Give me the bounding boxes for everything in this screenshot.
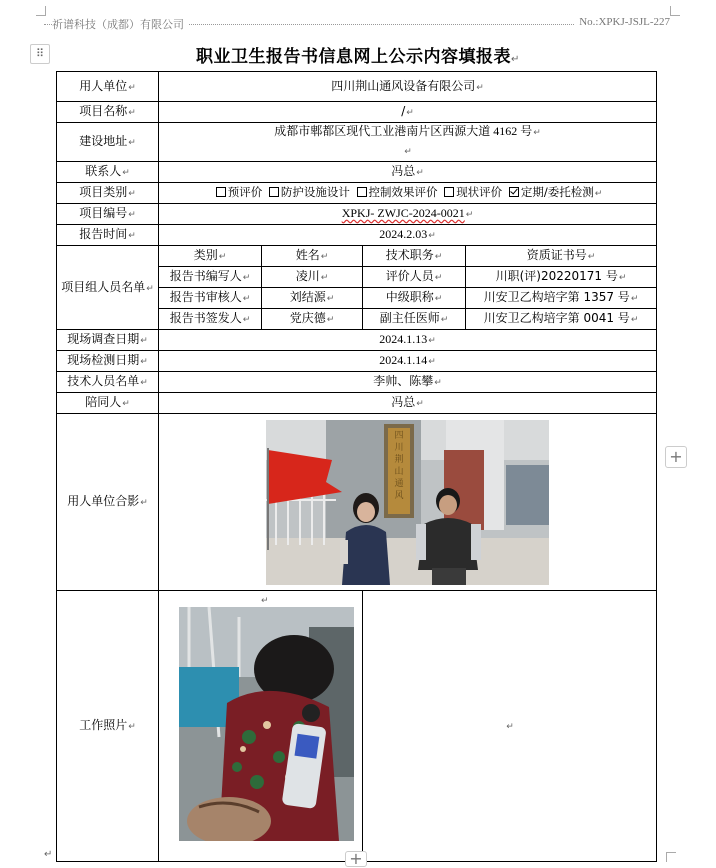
team-cell[interactable]: 川安卫乙构培字第 1357 号↵ <box>466 288 657 309</box>
cell-group-photo[interactable] <box>159 414 657 591</box>
svg-text:通: 通 <box>394 477 404 488</box>
cell-work-photo[interactable]: ↵ <box>159 591 363 862</box>
value-project-name: / <box>401 104 406 118</box>
team-header-title: 技术职务 <box>385 248 434 262</box>
member-title: 副主任医师 <box>379 311 440 325</box>
team-cell[interactable]: 报告书审核人↵ <box>159 288 262 309</box>
label-employer: 用人单位 <box>79 78 128 93</box>
team-cell[interactable]: 副主任医师↵ <box>363 309 466 330</box>
cell-label: 用人单位↵ <box>57 72 159 102</box>
label-address: 建设地址 <box>79 134 128 148</box>
cell-label: 报告时间↵ <box>57 225 159 246</box>
group-photo-image[interactable] <box>266 420 549 585</box>
cell-label: 技术人员名单↵ <box>57 372 159 393</box>
value-project-no: XPKJ- ZWJC-2024-0021 <box>341 206 465 220</box>
cell-escort[interactable]: 冯总↵ <box>159 393 657 414</box>
option-label: 现状评价 <box>456 185 503 199</box>
option-label: 预评价 <box>227 185 263 199</box>
team-header-cell: 资质证书号↵ <box>466 246 657 267</box>
label-report-time: 报告时间 <box>79 227 128 241</box>
title-text: 职业卫生报告书信息网上公示内容填报表 <box>196 47 512 67</box>
move-handle-icon[interactable]: ⠿ <box>30 44 50 64</box>
cell-label: 工作照片↵ <box>57 591 159 862</box>
label-team: 项目组人员名单 <box>61 279 146 294</box>
option-label: 定期/委托检测 <box>520 185 594 199</box>
svg-text:川: 川 <box>394 441 404 452</box>
team-cell[interactable]: 中级职称↵ <box>363 288 466 309</box>
cell-label: 用人单位合影↵ <box>57 414 159 591</box>
work-photo-image[interactable] <box>179 607 354 841</box>
paragraph-mark-icon: ↵ <box>511 54 520 65</box>
member-name: 刘结源 <box>289 290 326 304</box>
row-work-photo <box>57 591 657 862</box>
label-category: 项目类别 <box>79 185 128 199</box>
label-project-no: 项目编号 <box>79 206 128 220</box>
crop-mark-top-left <box>36 6 46 16</box>
row-test-date <box>57 351 657 372</box>
cell-report-time[interactable]: 2024.2.03↵ <box>159 225 657 246</box>
cell-label: 现场检测日期↵ <box>57 351 159 372</box>
member-title: 评价人员 <box>385 269 434 283</box>
cell-label: 项目编号↵ <box>57 204 159 225</box>
info-table <box>56 71 657 862</box>
row-group-photo <box>57 414 657 591</box>
member-title: 中级职称 <box>385 290 434 304</box>
label-work-photo: 工作照片 <box>79 718 128 732</box>
crop-mark-bottom-right <box>666 852 676 862</box>
team-cell[interactable]: 党庆德↵ <box>262 309 363 330</box>
row-survey-date <box>57 330 657 351</box>
cell-category: 预评价 防护设施设计 控制效果评价 现状评价 定期/委托检测↵ <box>159 183 657 204</box>
cell-work-photo-empty[interactable]: ↵ <box>363 591 657 862</box>
cell-label: 项目组人员名单↵ <box>57 246 159 330</box>
row-technicians <box>57 372 657 393</box>
row-address <box>57 123 657 162</box>
label-escort: 陪同人 <box>85 395 122 409</box>
value-survey-date: 2024.1.13 <box>379 332 428 346</box>
label-project-name: 项目名称 <box>79 104 128 118</box>
member-role: 报告书签发人 <box>169 311 242 325</box>
row-contact <box>57 162 657 183</box>
team-cell[interactable]: 川职(评)20220171 号↵ <box>466 267 657 288</box>
row-team-header <box>57 246 657 267</box>
crop-mark-top-right <box>670 6 680 16</box>
option-label: 控制效果评价 <box>368 185 438 199</box>
cell-employer[interactable]: 四川荆山通风设备有限公司↵ <box>159 72 657 102</box>
row-escort <box>57 393 657 414</box>
checkbox-status-evaluation[interactable] <box>444 187 454 197</box>
value-test-date: 2024.1.14 <box>379 353 428 367</box>
member-certificate: 川安卫乙构培字第 0041 号 <box>483 311 630 325</box>
team-cell[interactable]: 凌川↵ <box>262 267 363 288</box>
cell-label: 项目类别↵ <box>57 183 159 204</box>
svg-text:四: 四 <box>394 429 404 440</box>
member-name: 凌川 <box>295 269 320 283</box>
cell-project-no[interactable]: XPKJ- ZWJC-2024-0021↵ <box>159 204 657 225</box>
cell-test-date[interactable]: 2024.1.14↵ <box>159 351 657 372</box>
row-report-time <box>57 225 657 246</box>
add-row-plus-icon[interactable]: + <box>345 851 367 867</box>
header-doc-number: No.:XPKJ-JSJL-227 <box>575 16 670 28</box>
team-cell[interactable]: 川安卫乙构培字第 0041 号↵ <box>466 309 657 330</box>
team-header-name: 姓名 <box>295 248 320 262</box>
team-header-category: 类别 <box>193 248 218 262</box>
checkbox-control-evaluation[interactable] <box>357 187 367 197</box>
checkbox-periodic-testing[interactable] <box>509 187 519 197</box>
team-cell[interactable]: 刘结源↵ <box>262 288 363 309</box>
checkbox-protection-design[interactable] <box>269 187 279 197</box>
document-title <box>0 42 716 67</box>
cell-label: 陪同人↵ <box>57 393 159 414</box>
cell-label: 现场调查日期↵ <box>57 330 159 351</box>
team-cell[interactable]: 报告书签发人↵ <box>159 309 262 330</box>
cell-address[interactable]: 成都市郫都区现代工业港南片区西源大道 4162 号↵ ↵ <box>159 123 657 162</box>
team-cell[interactable]: 评价人员↵ <box>363 267 466 288</box>
label-contact: 联系人 <box>85 164 122 178</box>
cell-label: 项目名称↵ <box>57 102 159 123</box>
label-test-date: 现场检测日期 <box>67 353 140 367</box>
add-column-plus-icon[interactable]: + <box>665 446 687 468</box>
row-category <box>57 183 657 204</box>
cell-survey-date[interactable]: 2024.1.13↵ <box>159 330 657 351</box>
team-header-cell: 类别↵ <box>159 246 262 267</box>
label-technicians: 技术人员名单 <box>67 374 140 388</box>
row-project-name <box>57 102 657 123</box>
cell-label: 联系人↵ <box>57 162 159 183</box>
checkbox-pre-evaluation[interactable] <box>216 187 226 197</box>
team-header-certificate: 资质证书号 <box>526 248 587 262</box>
label-survey-date: 现场调查日期 <box>67 332 140 346</box>
option-label: 防护设施设计 <box>280 185 350 199</box>
value-technicians: 李帅、陈攀 <box>373 374 434 388</box>
work-photo-svg <box>179 607 354 841</box>
value-report-time: 2024.2.03 <box>379 227 428 241</box>
member-certificate: 川职(评)20220171 号 <box>495 269 618 283</box>
header-company: 祈谱科技（成都）有限公司 <box>52 16 188 32</box>
value-contact: 冯总 <box>391 164 416 178</box>
cell-contact[interactable]: 冯总↵ <box>159 162 657 183</box>
svg-text:风: 风 <box>394 489 404 500</box>
cell-project-name[interactable]: /↵ <box>159 102 657 123</box>
row-employer <box>57 72 657 102</box>
svg-text:山: 山 <box>394 465 404 476</box>
team-header-cell: 技术职务↵ <box>363 246 466 267</box>
team-header-cell: 姓名↵ <box>262 246 363 267</box>
member-role: 报告书编写人 <box>169 269 242 283</box>
svg-text:荆: 荆 <box>394 453 404 464</box>
value-employer: 四川荆山通风设备有限公司 <box>331 78 476 93</box>
value-address: 成都市郫都区现代工业港南片区西源大道 4162 号 <box>274 124 533 138</box>
label-group-photo: 用人单位合影 <box>67 494 140 508</box>
member-name: 党庆德 <box>289 311 326 325</box>
cell-label: 建设地址↵ <box>57 123 159 162</box>
cell-technicians[interactable]: 李帅、陈攀↵ <box>159 372 657 393</box>
row-project-no <box>57 204 657 225</box>
member-certificate: 川安卫乙构培字第 1357 号 <box>483 290 630 304</box>
group-photo-svg <box>266 420 549 585</box>
team-cell[interactable]: 报告书编写人↵ <box>159 267 262 288</box>
member-role: 报告书审核人 <box>169 290 242 304</box>
value-escort: 冯总 <box>391 395 416 409</box>
paragraph-mark-icon: ↵ <box>44 849 53 860</box>
